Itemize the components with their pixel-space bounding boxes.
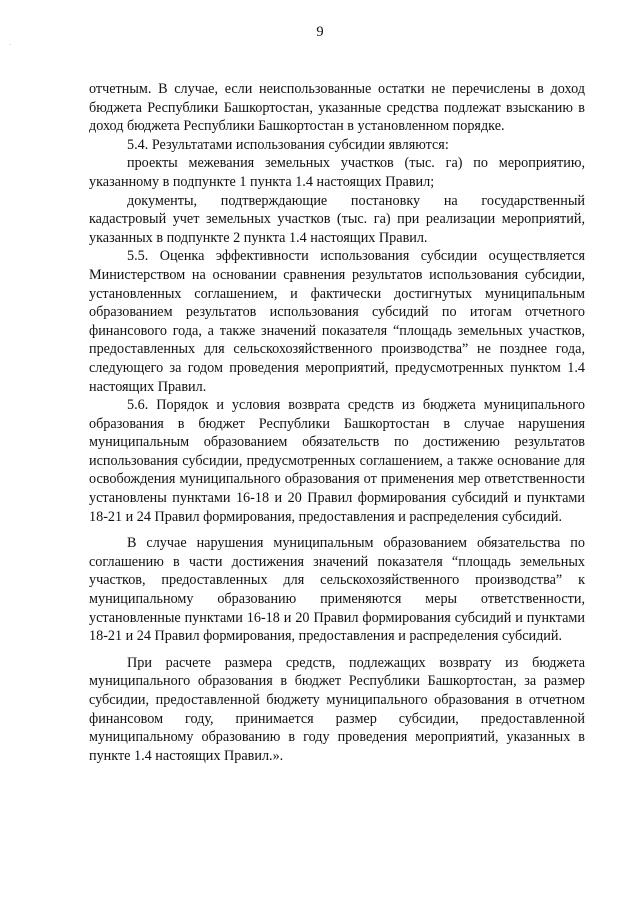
- paragraph-violation: В случае нарушения муниципальным образованием обязательства по соглашению в части достижения значений показателя “площадь земельных участков, предоставленных для сельскохозяйственного производства” к муниципальному образованию применяются меры ответственности, установленные пунктами 16-18 и 20 Правил формирования субсидий и пунктами 18-21 и 24 Правил формирования, предоставления и распределения субсидий.: [89, 535, 585, 645]
- page-number: 9: [316, 24, 324, 40]
- paragraph-result-projects: проекты межевания земельных участков (тыс. га) по мероприятию, указанному в подпункте 1 пункта 1.4 настоящих Правил;: [89, 155, 585, 190]
- paragraph-result-documents: документы, подтверждающие постановку на государственный кадастровый учет земельных участков (тыс. га) при реализации мероприятий, указанных в подпункте 2 пункта 1.4 настоящих Правил.: [89, 192, 585, 246]
- paragraph-refund-calculation: При расчете размера средств, подлежащих возврату из бюджета муниципального образования в бюджет Республики Башкортостан, за размер субсидии, предоставленной бюджету муниципального образования в отчетном финансовом году, принимается размер субсидии, предоставленной муниципальному образованию в году проведения мероприятий, указанных в пункте 1.4 настоящих Правил.».: [89, 654, 585, 764]
- paragraph-5-5: 5.5. Оценка эффективности использования субсидии осуществляется Министерством на основании сравнения результатов использования субсидии, установленных соглашением, и фактически достигнутых муниципальным образованием результатов использования субсидий по итогам отчетного финансового года, а также значений показателя “площадь земельных участков, предоставленных для сельскохозяйственного производства” не позднее года, следующего за годом проведения мероприятий, предусмотренных пунктом 1.4 настоящих Правил.: [89, 248, 585, 395]
- paragraph-continuation: отчетным. В случае, если неиспользованные остатки не перечислены в доход бюджета Республики Башкортостан, указанные средства подлежат взысканию в доход бюджета Республики Башкортостан в установленном порядке.: [89, 81, 585, 135]
- margin-mark: .: [9, 38, 11, 47]
- paragraph-5-4: 5.4. Результатами использования субсидии являются:: [127, 136, 449, 153]
- document-body: [89, 80, 585, 765]
- paragraph-5-6: 5.6. Порядок и условия возврата средств из бюджета муниципального образования в бюджет Республики Башкортостан в случае нарушения муниципальным образованием обязательств по достижению результатов использования субсидии, предусмотренных соглашением, а также основание для освобождения муниципального образования от применения мер ответственности установлены пунктами 16-18 и 20 Правил формирования субсидий и пунктами 18-21 и 24 Правил формирования, предоставления и распределения субсидий.: [89, 397, 585, 525]
